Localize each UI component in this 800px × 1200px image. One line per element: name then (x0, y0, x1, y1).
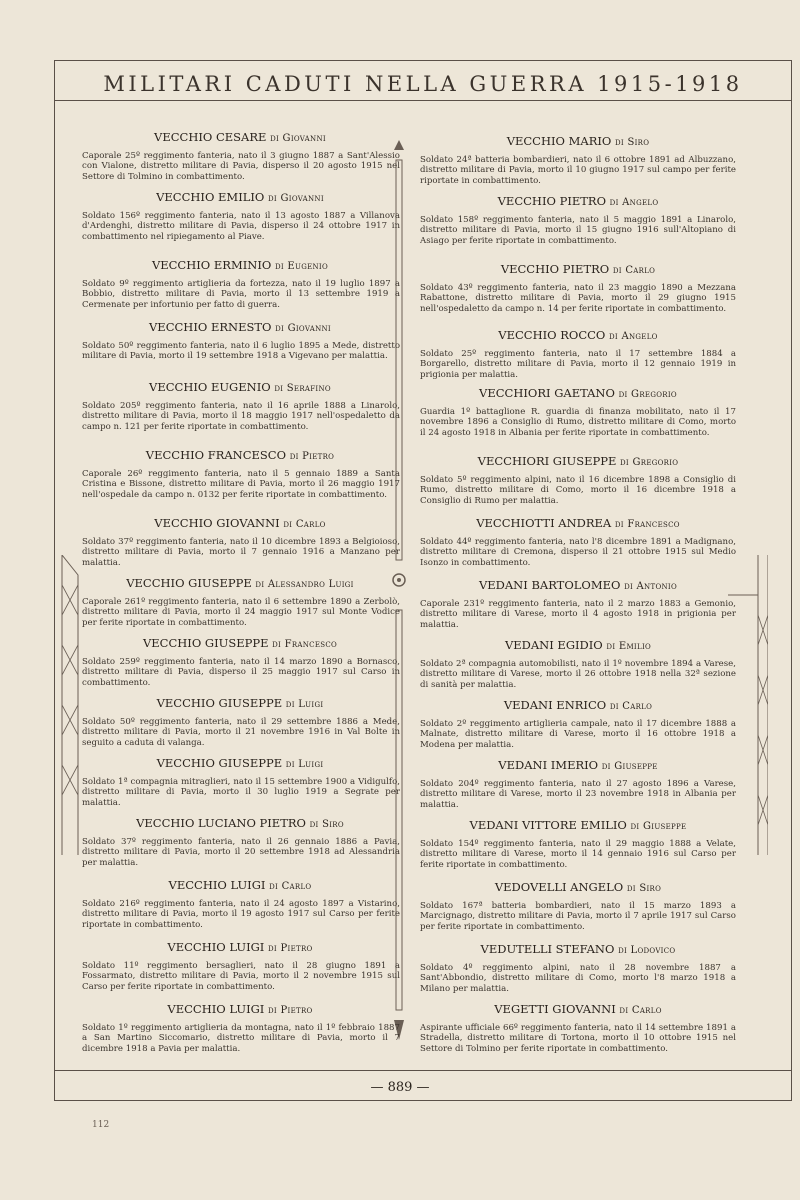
entry-text: Aspirante ufficiale 66º reggimento fanteria, nato il 14 settembre 1891 a Stradella, distretto militare di Tortona, morto il 10 ottobre 1915 nel Settore di Tolmino per ferite riportate in combattimento. (420, 1023, 736, 1054)
entry-father: di Giovanni (275, 323, 331, 334)
entry-surname: VECCHIO GIUSEPPE (126, 576, 256, 590)
entry-father: di Francesco (614, 519, 680, 530)
entry-father: di Carlo (619, 1005, 662, 1016)
entry (420, 818, 736, 870)
entry-text: Soldato 44º reggimento fanteria, nato l'8 dicembre 1891 a Madignano, distretto militare di Cremona, disperso il 21 ottobre 1915 sul Medio Isonzo in combattimento. (420, 537, 736, 568)
entry-father: di Pietro (268, 1005, 313, 1016)
entry-name (80, 130, 400, 144)
entry (80, 940, 400, 992)
entry-father: di Carlo (269, 881, 312, 892)
entry-text: Soldato 205º reggimento fanteria, nato il 16 aprile 1888 a Linarolo, distretto militare di Pavia, morto il 18 maggio 1917 nell'ospedaletto da campo n. 121 per ferite riportate in combattimento. (82, 401, 400, 432)
entry-name (420, 134, 736, 148)
entry-father: di Luigi (285, 699, 324, 710)
entry-name (80, 190, 400, 204)
entry-name (80, 756, 400, 770)
entry-surname: VEDUTELLI STEFANO (480, 942, 619, 956)
entry-surname: VECCHIO EUGENIO (149, 380, 275, 394)
entry-name (420, 942, 736, 956)
entry-surname: VEDANI BARTOLOMEO (478, 578, 625, 592)
entry (420, 698, 736, 750)
entry-text: Soldato 1º reggimento artiglieria da montagna, nato il 1º febbraio 1887 a San Martino Siccomario, distretto militare di Pavia, morto il 7 dicembre 1918 a Pavia per malattia. (82, 1023, 400, 1054)
entry-surname: VEGETTI GIOVANNI (494, 1002, 620, 1016)
entry-surname: VECCHIO LUIGI (168, 878, 270, 892)
entry-surname: VECCHIO PIETRO (497, 194, 610, 208)
footer-rule (54, 1070, 792, 1071)
entry-surname: VECCHIO ROCCO (498, 328, 610, 342)
entry-text: Soldato 167ª batteria bombardieri, nato il 15 marzo 1893 a Marcignago, distretto militare di Pavia, morto il 7 aprile 1917 sul Carso per ferite riportate in combattimento. (420, 901, 736, 932)
entry-surname: VECCHIO GIUSEPPE (156, 756, 286, 770)
entry-name (80, 816, 400, 830)
entry-text: Soldato 50º reggimento fanteria, nato il 29 settembre 1886 a Mede, distretto militare di Pavia, morto il 21 novembre 1916 in Val Bolte in seguito a caduta di valanga. (82, 717, 400, 748)
corner-mark: 112 (92, 1120, 110, 1130)
entry-text: Soldato 43º reggimento fanteria, nato il 23 maggio 1890 a Mezzana Rabattone, distretto militare di Pavia, morto il 29 giugno 1915 nell'ospedaletto da campo n. 14 per ferite riportate in combattimento. (420, 283, 736, 314)
entry-text: Guardia 1º battaglione R. guardia di finanza mobilitato, nato il 17 novembre 1896 a Consiglio di Rumo, distretto militare di Como, morto il 24 agosto 1918 in Albania per ferite riportate in combattimento. (420, 407, 736, 438)
entry-text: Soldato 11º reggimento bersaglieri, nato il 28 giugno 1891 a Fossarmato, distretto militare di Pavia, morto il 2 novembre 1915 sul Carso per ferite riportate in combattimento. (82, 961, 400, 992)
entry-name (420, 454, 736, 468)
entry-text: Soldato 50º reggimento fanteria, nato il 6 luglio 1895 a Mede, distretto militare di Pavia, morto il 19 settembre 1918 a Vigevano per malattia. (82, 341, 400, 362)
entry (80, 516, 400, 568)
entry-surname: VEDOVELLI ANGELO (494, 880, 627, 894)
entry (420, 942, 736, 994)
entry (80, 878, 400, 930)
entry-surname: VECCHIO LUIGI (167, 1002, 269, 1016)
entry-father: di Giovanni (268, 193, 324, 204)
entry-surname: VEDANI IMERIO (498, 758, 602, 772)
entry-father: di Gregorio (618, 389, 677, 400)
entry-name (80, 1002, 400, 1016)
entry-text: Soldato 204º reggimento fanteria, nato il 27 agosto 1896 a Varese, distretto militare di Varese, morto il 23 novembre 1918 in Albania per malattia. (420, 779, 736, 810)
entry (420, 134, 736, 186)
entry-father: di Angelo (609, 331, 658, 342)
entry-surname: VEDANI VITTORE EMILIO (469, 818, 631, 832)
entry-name (80, 878, 400, 892)
entry-surname: VECCHIO MARIO (506, 134, 616, 148)
entry-surname: VECCHIO EMILIO (156, 190, 269, 204)
entry-father: di Antonio (624, 581, 678, 592)
page-title: MILITARI CADUTI NELLA GUERRA 1915-1918 (103, 72, 743, 96)
entry-father: di Giovanni (270, 133, 326, 144)
entry-text: Caporale 261º reggimento fanteria, nato il 6 settembre 1890 a Zerbolò, distretto militare di Pavia, morto il 24 maggio 1917 sul Monte Vodice per ferite riportate in combattimento. (82, 597, 400, 628)
entry (80, 816, 400, 868)
entry-name (80, 448, 400, 462)
entry (420, 578, 736, 630)
entry-surname: VECCHIO ERNESTO (149, 320, 276, 334)
entry (80, 380, 400, 432)
entry-surname: VECCHIO LUCIANO PIETRO (136, 816, 310, 830)
entry (80, 636, 400, 688)
entry-name (80, 258, 400, 272)
entry (80, 448, 400, 500)
entry (80, 756, 400, 808)
entry-surname: VECCHIOTTI ANDREA (476, 516, 615, 530)
entry-text: Soldato 24ª batteria bombardieri, nato il 6 ottobre 1891 ad Albuzzano, distretto militare di Pavia, morto il 10 giugno 1917 sul campo per ferite riportate in combattimento. (420, 155, 736, 186)
entry-surname: VECCHIO GIUSEPPE (156, 696, 286, 710)
entry-father: di Giuseppe (630, 821, 687, 832)
entry (420, 328, 736, 380)
entry-name (80, 696, 400, 710)
entry (420, 758, 736, 810)
entry (80, 258, 400, 310)
entry-name (420, 1002, 736, 1016)
entry-name (420, 698, 736, 712)
entry-father: di Pietro (268, 943, 313, 954)
entry-surname: VEDANI EGIDIO (504, 638, 607, 652)
entry (80, 696, 400, 748)
entry-surname: VECCHIO GIOVANNI (154, 516, 284, 530)
entry-text: Caporale 25º reggimento fanteria, nato il 3 giugno 1887 a Sant'Alessio con Vialone, distretto militare di Pavia, disperso il 20 agosto 1915 nel Settore di Tolmino in combattimento. (82, 151, 400, 182)
entry-text: Soldato 259º reggimento fanteria, nato il 14 marzo 1890 a Bornasco, distretto militare di Pavia, disperso il 25 maggio 1917 sul Carso in combattimento. (82, 657, 400, 688)
entry-surname: VECCHIORI GIUSEPPE (477, 454, 621, 468)
entry-text: Soldato 5º reggimento alpini, nato il 16 dicembre 1898 a Consiglio di Rumo, distretto militare di Como, morto il 16 dicembre 1918 a Consiglio di Rumo per malattia. (420, 475, 736, 506)
entry-father: di Alessandro Luigi (255, 579, 354, 590)
entry-name (80, 636, 400, 650)
title-rule (54, 100, 792, 101)
entry (420, 880, 736, 932)
left-ornament (58, 555, 82, 855)
entry-text: Soldato 158º reggimento fanteria, nato il 5 maggio 1891 a Linarolo, distretto militare di Pavia, morto il 15 giugno 1916 sull'Altopiano di Asiago per ferite riportate in combattimento. (420, 215, 736, 246)
entry (80, 320, 400, 362)
entry-text: Soldato 9º reggimento artiglieria da fortezza, nato il 19 luglio 1897 a Bobbio, distretto militare di Pavia, morto il 13 settembre 1919 a Cermenate per infortunio per fatto di guerra. (82, 279, 400, 310)
entry-father: di Carlo (283, 519, 326, 530)
entry-father: di Siro (615, 137, 650, 148)
entry-text: Soldato 25º reggimento fanteria, nato il 17 settembre 1884 a Borgarello, distretto militare di Pavia, morto il 12 gennaio 1919 in prigionia per malattia. (420, 349, 736, 380)
entry-name (420, 880, 736, 894)
entry (80, 576, 400, 628)
entry-name (420, 758, 736, 772)
entry-surname: VECCHIO FRANCESCO (145, 448, 290, 462)
entry (80, 190, 400, 242)
entry-surname: VECCHIO GIUSEPPE (142, 636, 273, 650)
entry (420, 386, 736, 438)
entry-surname: VEDANI ENRICO (503, 698, 610, 712)
entry-name (80, 516, 400, 530)
entry (420, 262, 736, 314)
entry-text: Soldato 216º reggimento fanteria, nato il 24 agosto 1897 a Vistarino, distretto militare di Pavia, morto il 19 agosto 1917 sul Carso per ferite riportate in combattimento. (82, 899, 400, 930)
entry (80, 130, 400, 182)
entry (420, 194, 736, 246)
entry-surname: VECCHIORI GAETANO (479, 386, 619, 400)
entry-father: di Angelo (609, 197, 659, 208)
entry-father: di Siro (626, 883, 662, 894)
entry-father: di Pietro (289, 451, 335, 462)
entry-text: Soldato 4º reggimento alpini, nato il 28 novembre 1887 a Sant'Abbondio, distretto militare di Como, morto l'8 marzo 1918 a Milano per malattia. (420, 963, 736, 994)
entry-father: di Carlo (612, 265, 656, 276)
page-number: — 889 — (370, 1080, 430, 1095)
entry-father: di Francesco (272, 639, 338, 650)
entry-father: di Gregorio (620, 457, 679, 468)
entry-text: Soldato 37º reggimento fanteria, nato il 10 dicembre 1893 a Belgioioso, distretto militare di Pavia, morto il 7 gennaio 1916 a Manzano per malattia. (82, 537, 400, 568)
entry-father: di Luigi (285, 759, 324, 770)
entry-text: Caporale 231º reggimento fanteria, nato il 2 marzo 1883 a Gemonio, distretto militare di Varese, morto il 4 agosto 1918 in prigionia per malattia. (420, 599, 736, 630)
entry-name (80, 576, 400, 590)
entry-name (420, 386, 736, 400)
entry-name (420, 638, 736, 652)
entry-text: Caporale 26º reggimento fanteria, nato il 5 gennaio 1889 a Santa Cristina e Bissone, distretto militare di Pavia, morto il 26 maggio 1917 nell'ospedale da campo n. 0132 per ferite riportate in combattimento. (82, 469, 400, 500)
entry-name (80, 320, 400, 334)
entry (420, 638, 736, 690)
entry-name (420, 818, 736, 832)
entry (80, 1002, 400, 1054)
entry-surname: VECCHIO PIETRO (500, 262, 613, 276)
entry-surname: VECCHIO ERMINIO (151, 258, 275, 272)
entry (420, 454, 736, 506)
entry-father: di Giuseppe (601, 761, 658, 772)
entry-name (420, 516, 736, 530)
entry-surname: VECCHIO LUIGI (167, 940, 269, 954)
entry-text: Soldato 156º reggimento fanteria, nato il 13 agosto 1887 a Villanova d'Ardenghi, distretto militare di Pavia, disperso il 24 ottobre 1917 in combattimento nel ripiegamento al Piave. (82, 211, 400, 242)
entry (420, 516, 736, 568)
entry-text: Soldato 2ª compagnia automobilisti, nato il 1º novembre 1894 a Varese, distretto militare di Varese, morto il 26 ottobre 1918 nella 32ª sezione di sanità per malattia. (420, 659, 736, 690)
entry-father: di Siro (309, 819, 344, 830)
entry-father: di Serafino (274, 383, 331, 394)
entry-father: di Carlo (609, 701, 653, 712)
entry-text: Soldato 154º reggimento fanteria, nato il 29 maggio 1888 a Velate, distretto militare di Varese, morto il 14 gennaio 1916 sul Carso per ferite riportate in combattimento. (420, 839, 736, 870)
entry-name (420, 262, 736, 276)
entry (420, 1002, 736, 1054)
entry-father: di Emilio (606, 641, 652, 652)
entry-text: Soldato 1ª compagnia mitraglieri, nato il 15 settembre 1900 a Vidigulfo, distretto militare di Pavia, morto il 30 luglio 1919 a Segrate per malattia. (82, 777, 400, 808)
entry-name (420, 194, 736, 208)
entry-father: di Eugenio (274, 261, 329, 272)
entry-name (80, 380, 400, 394)
entry-father: di Lodovico (618, 945, 676, 956)
entry-name (420, 328, 736, 342)
entry-name (80, 940, 400, 954)
entry-text: Soldato 37º reggimento fanteria, nato il 26 gennaio 1886 a Pavia, distretto militare di Pavia, morto il 20 settembre 1918 ad Alessandria per malattia. (82, 837, 400, 868)
entry-surname: VECCHIO CESARE (154, 130, 271, 144)
entry-text: Soldato 2º reggimento artiglieria campale, nato il 17 dicembre 1888 a Malnate, distretto militare di Varese, morto il 16 ottobre 1918 a Modena per malattia. (420, 719, 736, 750)
entry-name (420, 578, 736, 592)
